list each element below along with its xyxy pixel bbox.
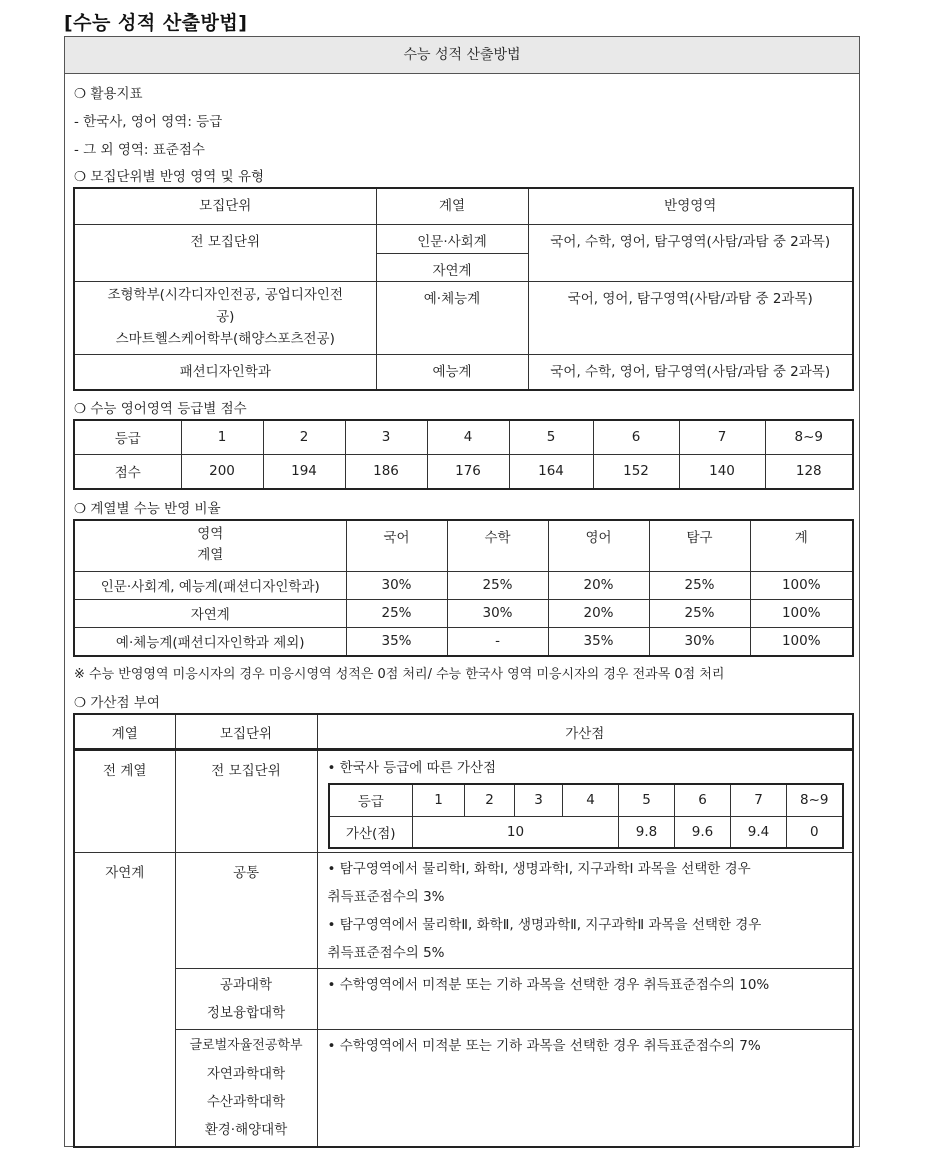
grade-cell: 7 [679,420,765,454]
grade-cell: 8~9 [765,420,853,454]
col-header: 가산점 [317,714,853,749]
ratio-cell: 35% [548,627,649,656]
ratio-cell: 25% [649,571,750,599]
unit-line: 조형학부(시각디자인전공, 공업디자인전 [107,286,344,303]
col-header: 계 [750,520,853,571]
areas-cell: 국어, 영어, 탐구영역(사탐/과탐 중 2과목) [528,281,853,354]
grade-cell: 3 [515,784,563,816]
track-cell: 전 계열 [74,750,175,852]
points-merged-cell: 10 [413,816,619,848]
content-frame [64,36,860,1147]
grade-cell: 8~9 [787,784,843,816]
unit-line: 수산과학대학 [206,1093,286,1110]
areas-cell: 국어, 수학, 영어, 탐구영역(사탐/과탐 중 2과목) [528,354,853,390]
ratio-cell: 35% [346,627,447,656]
grade-cell: 6 [593,420,679,454]
col-header: 수학 [447,520,548,571]
frame-title: 수능 성적 산출방법 [65,37,859,74]
grade-cell: 4 [563,784,619,816]
col-header: 계열 [376,188,528,224]
grade-cell: 2 [263,420,345,454]
score-cell: 186 [345,454,427,489]
grade-cell: 1 [181,420,263,454]
english-grade-table [73,419,854,490]
math-bonus-text: • 수학영역에서 미적분 또는 기하 과목을 선택한 경우 취득표준점수의 10% [327,976,770,993]
science1-bonus-line: • 탐구영역에서 물리학Ⅰ, 화학Ⅰ, 생명과학Ⅰ, 지구과학Ⅰ 과목을 선택한 경우 [327,860,751,877]
bonus-body-table [73,749,854,1148]
english-table-heading: ❍ 수능 영어영역 등급별 점수 [74,401,247,417]
science1-bonus-line: 취득표준점수의 3% [327,888,445,905]
math-bonus-text: • 수학영역에서 미적분 또는 기하 과목을 선택한 경우 취득표준점수의 7% [327,1037,761,1054]
score-cell: 128 [765,454,853,489]
ratio-cell: 25% [447,571,548,599]
points-cell: 9.4 [731,816,787,848]
unit-cell: 전 모집단위 [74,224,376,281]
ratio-cell: 30% [649,627,750,656]
unit-area-table [73,187,854,391]
indicator-others: - 그 외 영역: 표준점수 [74,142,205,158]
bonus-header-table [73,713,854,750]
unit-line: 환경·해양대학 [204,1121,288,1138]
col-header: 모집단위 [74,188,376,224]
col-header: 영어 [548,520,649,571]
track-cell: 자연계 [376,253,528,281]
indicator-english-history: - 한국사, 영어 영역: 등급 [74,114,223,130]
corner-track-label: 계열 [197,547,224,563]
science2-bonus-line: 취득표준점수의 5% [327,944,445,961]
unit-cell: 전 모집단위 [175,750,317,852]
grade-cell: 3 [345,420,427,454]
points-cell: 0 [787,816,843,848]
unit-cell [175,1029,317,1147]
score-cell: 194 [263,454,345,489]
unit-line: 글로벌자율전공학부 [189,1037,303,1053]
track-cell: 예·체능계 [376,281,528,354]
grade-cell: 7 [731,784,787,816]
track-cell: 자연계 [74,852,175,1147]
unit-cell: 패션디자인학과 [74,354,376,390]
page-title: [수능 성적 산출방법] [64,12,248,34]
points-cell: 9.8 [619,816,675,848]
track-cell: 인문·사회계 [376,224,528,253]
grade-cell: 4 [427,420,509,454]
history-bonus-table [328,783,844,849]
ratio-table-heading: ❍ 계열별 수능 반영 비율 [74,501,221,517]
score-cell: 164 [509,454,593,489]
science2-bonus-line: • 탐구영역에서 물리학Ⅱ, 화학Ⅱ, 생명과학Ⅱ, 지구과학Ⅱ 과목을 선택한 경우 [327,916,762,933]
missing-test-note: ※ 수능 반영영역 미응시자의 경우 미응시영역 성적은 0점 처리/ 수능 한국사 영역 미응시자의 경우 전과목 0점 처리 [74,667,725,682]
grade-label: 등급 [74,420,181,454]
col-header: 반영영역 [528,188,853,224]
areas-cell: 국어, 수학, 영어, 탐구영역(사탐/과탐 중 2과목) [528,224,853,281]
unit-line: 공) [216,308,235,325]
unit-table-heading: ❍ 모집단위별 반영 영역 및 유형 [74,169,265,185]
col-header: 탐구 [649,520,750,571]
col-header: 계열 [74,714,175,749]
col-header: 국어 [346,520,447,571]
score-label: 점수 [74,454,181,489]
unit-line: 공과대학 [219,976,273,993]
col-header: 모집단위 [175,714,317,749]
score-cell: 152 [593,454,679,489]
ratio-cell: 100% [750,571,853,599]
unit-line: 스마트헬스케어학부(해양스포츠전공) [115,330,335,347]
grade-cell: 6 [675,784,731,816]
bonus-desc-cell [317,852,853,968]
ratio-cell: 30% [346,571,447,599]
grade-cell: 2 [465,784,515,816]
track-cell: 예능계 [376,354,528,390]
grade-cell: 1 [413,784,465,816]
ratio-cell: 25% [346,599,447,627]
corner-area-label: 영역 [197,526,224,542]
score-cell: 176 [427,454,509,489]
unit-line: 정보융합대학 [206,1004,286,1021]
unit-line: 자연과학대학 [206,1065,286,1082]
indicators-heading: ❍ 활용지표 [74,86,143,102]
track-cell: 인문·사회계, 예능계(패션디자인학과) [74,571,346,599]
grade-label: 등급 [329,784,413,816]
ratio-cell: 100% [750,599,853,627]
grade-cell: 5 [619,784,675,816]
ratio-table [73,519,854,657]
bonus-desc-cell [317,1029,853,1147]
grade-cell: 5 [509,420,593,454]
ratio-cell: 100% [750,627,853,656]
ratio-cell: 30% [447,599,548,627]
unit-cell: 공통 [175,852,317,968]
history-bonus-text: • 한국사 등급에 따른 가산점 [327,760,497,776]
track-cell: 자연계 [74,599,346,627]
track-cell: 예·체능계(패션디자인학과 제외) [74,627,346,656]
score-cell: 200 [181,454,263,489]
ratio-cell: 20% [548,571,649,599]
bonus-desc-cell [317,750,853,852]
bonus-table-heading: ❍ 가산점 부여 [74,695,160,711]
corner-cell [74,520,346,571]
ratio-cell: - [447,627,548,656]
points-label: 가산(점) [329,816,413,848]
score-cell: 140 [679,454,765,489]
ratio-cell: 25% [649,599,750,627]
unit-cell [74,281,376,354]
ratio-cell: 20% [548,599,649,627]
unit-cell [175,968,317,1029]
points-cell: 9.6 [675,816,731,848]
bonus-desc-cell [317,968,853,1029]
